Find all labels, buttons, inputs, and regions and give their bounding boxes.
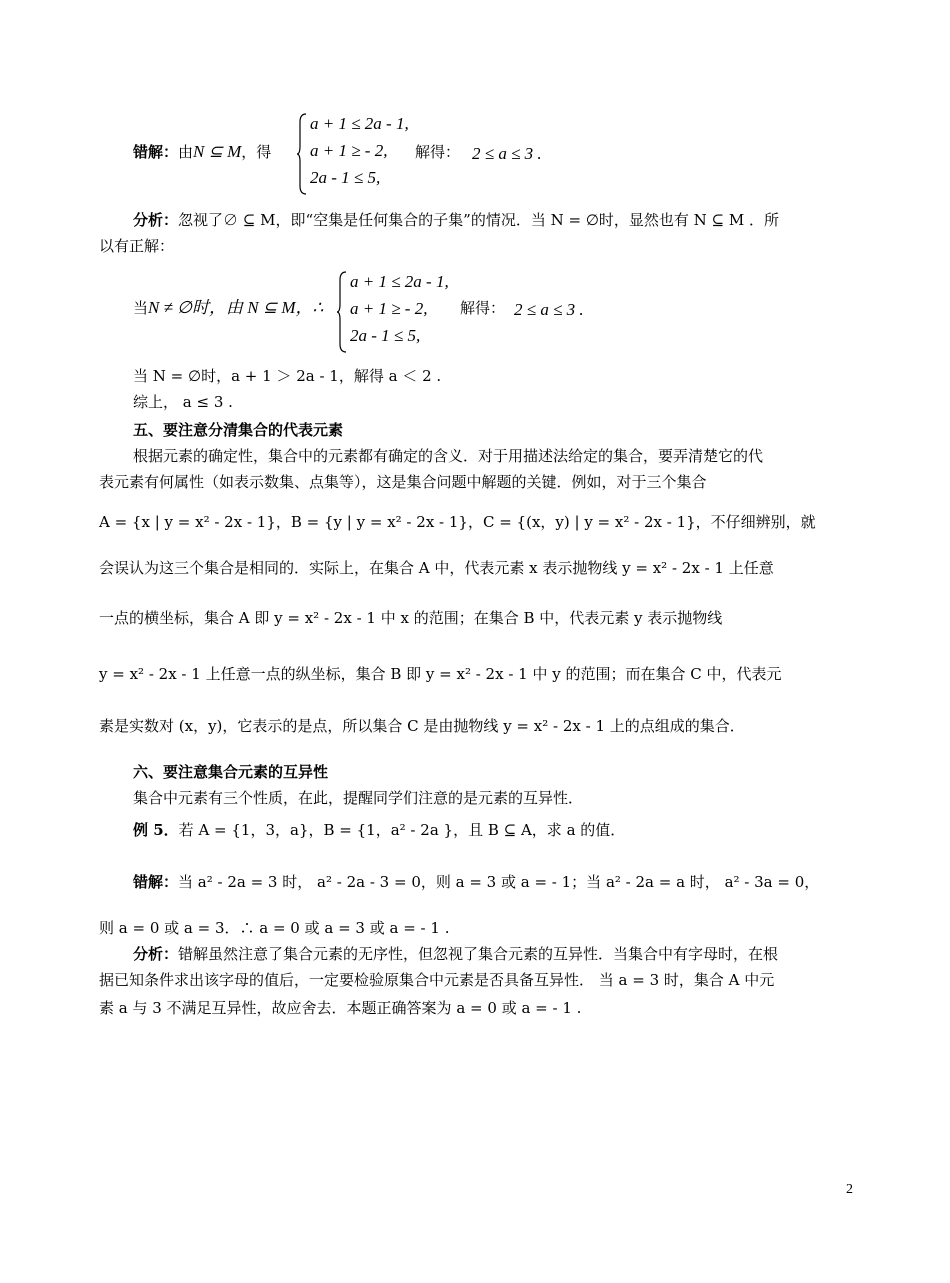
result: 2 ≤ a ≤ 3 . [514,300,584,319]
section-5-para: 素是实数对 (x，y)，它表示的是点，所以集合 C 是由抛物线 y = x² - 2x - 1 上的点组成的集合． [99,717,745,735]
text: 当 a² - 2a = 3 时， a² - 2a - 3 = 0，则 a = 3 或 a = - 1；当 a² - 2a = a 时， a² - 3a = 0， [178,873,820,891]
text: 当 [133,299,149,317]
inequality: a + 1 ≤ 2a - 1, [350,272,449,291]
error-solution-1 [133,142,271,162]
section-5-para: 根据元素的确定性，集合中的元素都有确定的含义．对于用描述法给定的集合，要弄清楚它的代 [133,447,764,465]
analysis-2-cont: 素 a 与 3 不满足互异性，故应舍去．本题正确答案为 a = 0 或 a = - 1 . [99,999,582,1017]
section-5-para: 一点的横坐标，集合 A 即 y = x² - 2x - 1 中 x 的范围；在集合 B 中，代表元素 y 表示抛物线 [99,609,723,627]
section-5-sets: A = {x | y = x² - 2x - 1}，B = {y | y = x² - 2x - 1}，C = {(x，y) | y = x² - 2x - 1}，不仔细辨别，就 [99,513,816,531]
analysis-1 [133,210,779,230]
inequality: 2a - 1 ≤ 5, [350,326,421,345]
correct-solution-case2: 当 N = ∅时，a + 1 ＞ 2a - 1，解得 a ＜ 2 . [133,367,442,385]
error-label: 错解： [133,143,179,161]
inequality: a + 1 ≤ 2a - 1, [310,114,409,133]
math-condition: N ≠ ∅时，由 N ⊆ M，∴ [148,298,324,317]
inequality: 2a - 1 ≤ 5, [310,168,381,187]
solve-label: 解得： [415,143,461,161]
error-solution-2-cont: 则 a = 0 或 a = 3．∴ a = 0 或 a = 3 或 a = - 1 . [99,919,450,937]
solve-label: 解得： [460,299,506,317]
example-5 [133,820,625,840]
inequality: a + 1 ≥ - 2, [350,299,428,318]
text: 忽视了∅ ⊆ M，即“空集是任何集合的子集”的情况．当 N = ∅时，显然也有 N ⊆ M ．所 [178,211,780,229]
page-number: 2 [846,1182,853,1197]
inequality: a + 1 ≥ - 2, [310,141,388,160]
text: 由 [178,143,194,161]
inequality-system-2 [350,268,449,349]
section-6-para: 集合中元素有三个性质，在此，提醒同学们注意的是元素的互异性． [133,789,584,807]
conclusion: 综上， a ≤ 3 . [133,393,233,411]
analysis-1-cont: 以有正解： [99,237,175,255]
analysis-2-cont: 据已知条件求出该字母的值后，一定要检验原集合中元素是否具备互异性． 当 a = 3 时，集合 A 中元 [99,971,775,989]
math-condition: N ⊆ M [193,142,242,161]
left-brace-icon [336,270,348,354]
analysis-2 [133,944,778,964]
section-5-heading: 五、要注意分清集合的代表元素 [133,421,344,439]
left-brace-icon [296,112,308,196]
text: 错解虽然注意了集合元素的无序性，但忽视了集合元素的互异性．当集合中有字母时，在根 [178,945,779,963]
section-6-heading: 六、要注意集合元素的互异性 [133,763,329,781]
section-5-para: 会误认为这三个集合是相同的．实际上，在集合 A 中，代表元素 x 表示抛物线 y = x² - 2x - 1 上任意 [99,559,774,577]
analysis-label: 分析： [133,945,179,963]
section-5-para: 表元素有何属性（如表示数集、点集等），这是集合问题中解题的关键．例如，对于三个集合 [99,473,707,491]
example-label: 例 5． [133,821,179,839]
result: 2 ≤ a ≤ 3 . [472,144,542,163]
error-solution-2 [133,872,819,892]
error-label: 错解： [133,873,179,891]
analysis-label: 分析： [133,211,179,229]
text: 若 A = {1，3，a}，B = {1，a² - 2a }，且 B ⊆ A，求 a 的值． [178,821,626,839]
inequality-system-1 [310,110,409,191]
correct-solution-case1 [133,298,323,318]
text: ，得 [241,143,272,161]
section-5-para: y = x² - 2x - 1 上任意一点的纵坐标，集合 B 即 y = x² - 2x - 1 中 y 的范围；而在集合 C 中，代表元 [99,665,782,683]
